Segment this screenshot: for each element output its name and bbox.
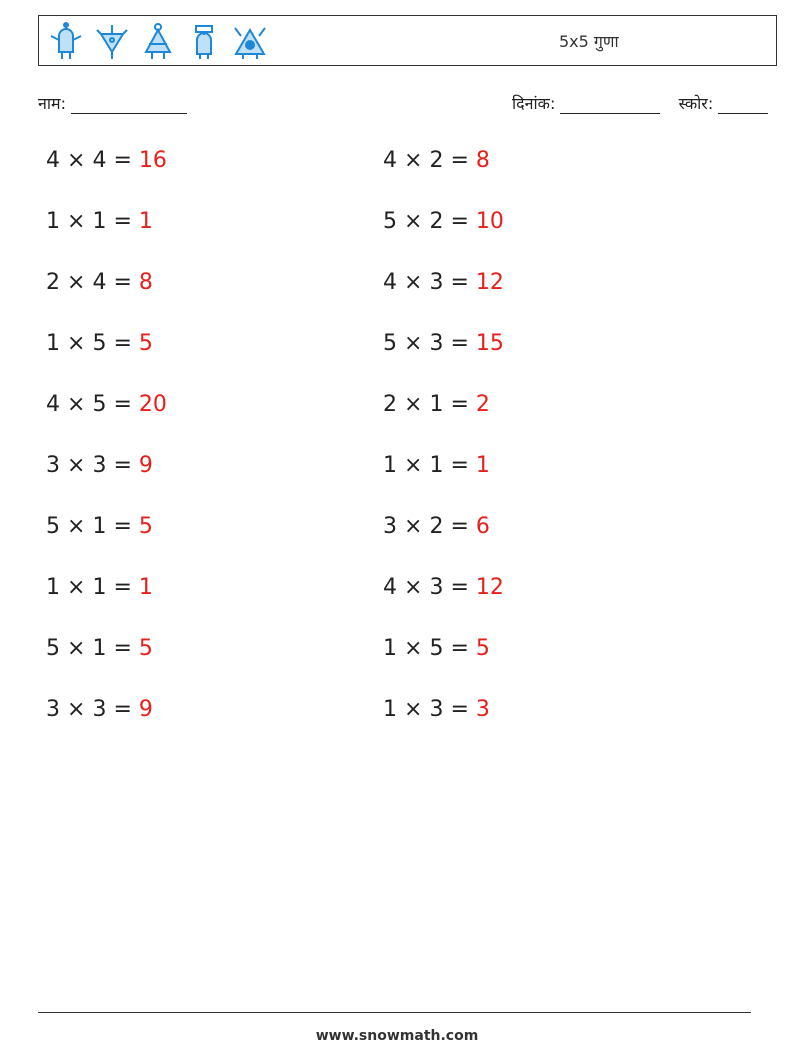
problem-item <box>46 636 153 661</box>
name-label: नाम: <box>38 94 66 113</box>
equals-sign: = <box>113 575 132 600</box>
equals-sign: = <box>113 453 132 478</box>
answer: 5 <box>138 331 153 356</box>
factor-b: 3 <box>429 270 444 295</box>
equals-sign: = <box>450 392 469 417</box>
factor-b: 3 <box>92 697 107 722</box>
times-sign: × <box>67 697 86 722</box>
factor-b: 5 <box>92 392 107 417</box>
factor-a: 5 <box>46 514 60 539</box>
factor-b: 4 <box>92 148 107 173</box>
times-sign: × <box>404 209 423 234</box>
problem-item <box>46 697 153 722</box>
answer: 6 <box>475 514 490 539</box>
worksheet-header <box>38 15 777 66</box>
problem-item <box>383 575 504 600</box>
answer: 10 <box>475 209 504 234</box>
problem-item <box>46 392 167 417</box>
problem-item <box>383 148 490 173</box>
factor-b: 4 <box>92 270 107 295</box>
factor-a: 1 <box>383 697 397 722</box>
factor-a: 1 <box>46 575 60 600</box>
factor-b: 1 <box>429 392 444 417</box>
factor-a: 2 <box>46 270 60 295</box>
answer: 15 <box>475 331 504 356</box>
times-sign: × <box>404 697 423 722</box>
factor-a: 3 <box>383 514 397 539</box>
equals-sign: = <box>113 209 132 234</box>
answer: 20 <box>138 392 167 417</box>
problem-item <box>46 270 153 295</box>
equals-sign: = <box>113 270 132 295</box>
factor-b: 2 <box>429 209 444 234</box>
answer: 16 <box>138 148 167 173</box>
factor-b: 1 <box>92 209 107 234</box>
times-sign: × <box>67 636 86 661</box>
footer-divider <box>38 1012 751 1013</box>
score-blank <box>718 97 768 114</box>
factor-b: 3 <box>429 697 444 722</box>
factor-a: 3 <box>46 453 60 478</box>
factor-b: 5 <box>92 331 107 356</box>
problem-item <box>383 636 490 661</box>
answer: 12 <box>475 270 504 295</box>
equals-sign: = <box>113 148 132 173</box>
factor-a: 1 <box>383 453 397 478</box>
robot-4-icon <box>185 22 223 62</box>
equals-sign: = <box>113 697 132 722</box>
times-sign: × <box>404 575 423 600</box>
times-sign: × <box>404 392 423 417</box>
name-field <box>38 92 187 114</box>
factor-a: 5 <box>383 209 397 234</box>
times-sign: × <box>67 453 86 478</box>
factor-a: 1 <box>383 636 397 661</box>
times-sign: × <box>404 148 423 173</box>
equals-sign: = <box>450 453 469 478</box>
answer: 5 <box>138 636 153 661</box>
answer: 8 <box>138 270 153 295</box>
problem-item <box>46 453 153 478</box>
date-label: दिनांक: <box>512 94 556 113</box>
answer: 3 <box>475 697 490 722</box>
factor-b: 1 <box>429 453 444 478</box>
equals-sign: = <box>450 148 469 173</box>
factor-a: 5 <box>383 331 397 356</box>
factor-b: 2 <box>429 514 444 539</box>
times-sign: × <box>67 331 86 356</box>
equals-sign: = <box>113 514 132 539</box>
factor-b: 1 <box>92 636 107 661</box>
times-sign: × <box>67 270 86 295</box>
factor-b: 3 <box>429 575 444 600</box>
worksheet-title: 5x5 गुणा <box>559 32 619 51</box>
robot-1-icon <box>47 22 85 62</box>
problem-item <box>46 148 167 173</box>
equals-sign: = <box>450 575 469 600</box>
equals-sign: = <box>450 514 469 539</box>
answer: 9 <box>138 697 153 722</box>
factor-b: 1 <box>92 514 107 539</box>
problem-item <box>383 331 504 356</box>
factor-a: 3 <box>46 697 60 722</box>
equals-sign: = <box>450 209 469 234</box>
factor-a: 4 <box>383 270 397 295</box>
answer: 2 <box>475 392 490 417</box>
factor-b: 3 <box>429 331 444 356</box>
times-sign: × <box>404 514 423 539</box>
factor-b: 3 <box>92 453 107 478</box>
times-sign: × <box>67 148 86 173</box>
equals-sign: = <box>113 331 132 356</box>
factor-a: 1 <box>46 331 60 356</box>
equals-sign: = <box>450 270 469 295</box>
name-blank <box>71 97 187 114</box>
problem-item <box>46 514 153 539</box>
equals-sign: = <box>450 636 469 661</box>
answer: 5 <box>138 514 153 539</box>
robot-2-icon <box>93 22 131 62</box>
robot-3-icon <box>139 22 177 62</box>
problem-item <box>46 575 153 600</box>
date-blank <box>560 97 660 114</box>
factor-b: 2 <box>429 148 444 173</box>
robot-icon-strip <box>47 22 269 62</box>
date-score-fields <box>512 92 768 114</box>
factor-a: 4 <box>46 148 60 173</box>
answer: 12 <box>475 575 504 600</box>
problem-item <box>383 453 490 478</box>
factor-b: 5 <box>429 636 444 661</box>
factor-a: 4 <box>383 575 397 600</box>
answer: 1 <box>138 575 153 600</box>
times-sign: × <box>404 453 423 478</box>
times-sign: × <box>404 331 423 356</box>
robot-5-icon <box>231 22 269 62</box>
times-sign: × <box>67 209 86 234</box>
factor-b: 1 <box>92 575 107 600</box>
answer: 8 <box>475 148 490 173</box>
problem-item <box>383 392 490 417</box>
factor-a: 4 <box>46 392 60 417</box>
equals-sign: = <box>113 636 132 661</box>
factor-a: 5 <box>46 636 60 661</box>
answer: 1 <box>138 209 153 234</box>
times-sign: × <box>404 636 423 661</box>
times-sign: × <box>67 575 86 600</box>
times-sign: × <box>404 270 423 295</box>
times-sign: × <box>67 514 86 539</box>
answer: 5 <box>475 636 490 661</box>
factor-a: 4 <box>383 148 397 173</box>
answer: 1 <box>475 453 490 478</box>
equals-sign: = <box>450 331 469 356</box>
factor-a: 2 <box>383 392 397 417</box>
times-sign: × <box>67 392 86 417</box>
problem-item <box>383 514 490 539</box>
footer-url: www.snowmath.com <box>315 1028 479 1044</box>
score-label: स्कोर: <box>678 94 714 113</box>
problem-item <box>383 209 504 234</box>
problem-item <box>383 270 504 295</box>
equals-sign: = <box>450 697 469 722</box>
problem-item <box>46 209 153 234</box>
answer: 9 <box>138 453 153 478</box>
factor-a: 1 <box>46 209 60 234</box>
equals-sign: = <box>113 392 132 417</box>
problem-item <box>383 697 490 722</box>
problem-item <box>46 331 153 356</box>
